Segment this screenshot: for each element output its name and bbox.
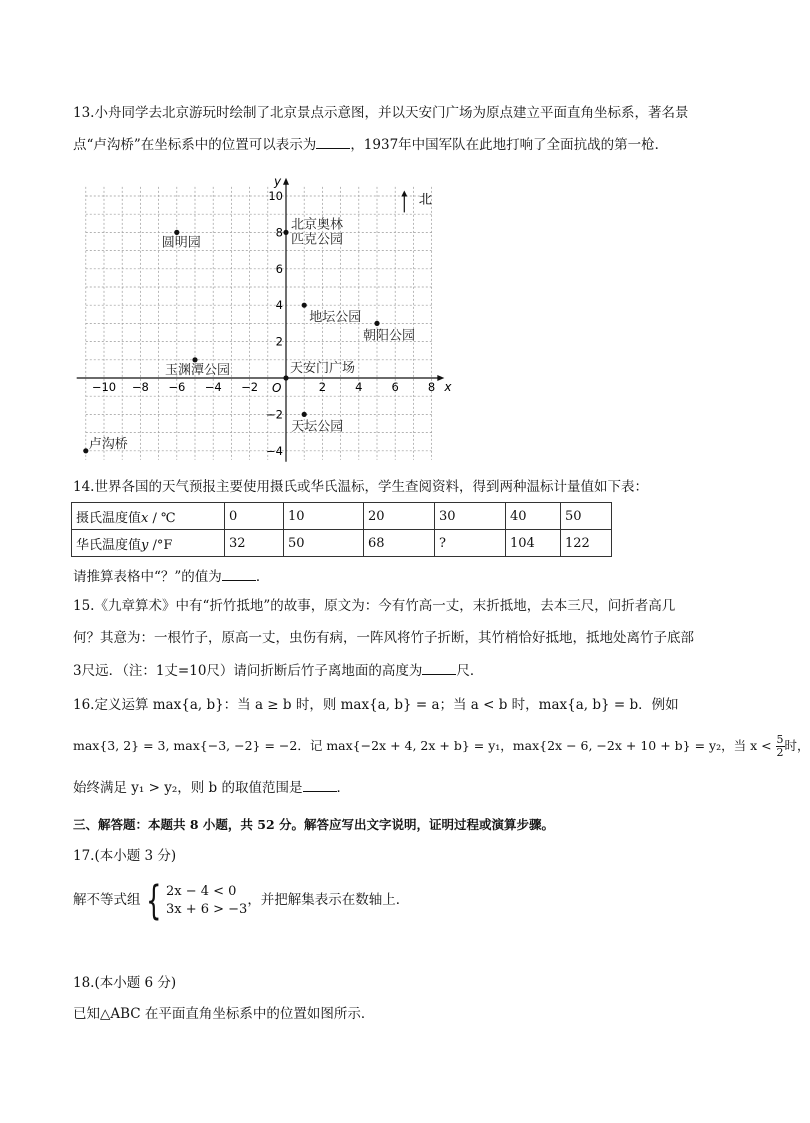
x-tick-label: 2 — [318, 380, 327, 394]
q14-ask-post: ． — [255, 569, 270, 585]
fraction-denominator: 2 — [776, 746, 784, 759]
fraction-five-halves — [776, 734, 785, 759]
row-header-label: 华氏温度值 — [76, 537, 142, 553]
table-cell: 32 — [225, 530, 284, 557]
y-tick-label: 2 — [275, 334, 283, 349]
inequality-1: 2x − 4 < 0 — [165, 883, 237, 899]
landmark-point — [302, 412, 307, 417]
landmark-label: 朝阳公园 — [363, 328, 416, 344]
q16-line-2 — [73, 734, 810, 759]
table-cell: 68 — [364, 530, 435, 557]
y-tick-label: −2 — [266, 407, 283, 422]
landmark-point — [174, 230, 179, 235]
row-header-var: x — [141, 510, 149, 526]
map-grid — [86, 187, 432, 460]
landmark-label: 玉渊潭公园 — [165, 362, 231, 378]
row-header-var: y — [141, 537, 149, 553]
inequality-2: 3x + 6 > −3 — [165, 901, 248, 917]
x-tick-label: −4 — [204, 380, 222, 394]
y-tick-label: 6 — [275, 261, 283, 276]
q15-line-3-post: 尺． — [456, 663, 484, 679]
y-tick-label: 8 — [275, 225, 283, 240]
north-arrow-icon — [401, 191, 407, 197]
q14-ask — [73, 566, 269, 587]
landmark-point — [83, 448, 88, 453]
landmark-point — [283, 230, 288, 235]
table-cell: 122 — [561, 530, 612, 557]
y-tick-label: 10 — [268, 189, 283, 203]
answer-blank — [316, 134, 350, 149]
q15-line-3 — [73, 660, 483, 681]
table-row — [72, 530, 612, 557]
landmark-label: 圆明园 — [161, 235, 201, 251]
q17-post: ，并把解集表示在数轴上． — [247, 892, 410, 908]
table-cell: 0 — [225, 503, 284, 530]
x-tick-label: 8 — [427, 380, 436, 394]
answer-blank — [422, 660, 456, 675]
table-cell: ? — [435, 530, 506, 557]
fraction-numerator: 5 — [776, 733, 784, 746]
q17-body — [73, 877, 410, 924]
table-cell: 50 — [284, 530, 364, 557]
answer-blank — [222, 566, 256, 581]
north-label: 北 — [418, 192, 432, 208]
q16-line-3-pre: 始终满足 y₁ > y₂，则 b 的取值范围是 — [73, 780, 303, 796]
x-tick-label: −10 — [91, 380, 117, 394]
landmark-point — [302, 303, 307, 308]
table-cell: 40 — [506, 503, 561, 530]
map-axes — [77, 174, 453, 461]
landmark-label: 北京奥林 — [291, 217, 344, 233]
landmark-point — [374, 321, 379, 326]
section-3-heading: 三、解答题：本题共 8 小题，共 52 分。解答应写出文字说明，证明过程或演算步骤。 — [73, 817, 555, 832]
x-tick-label: −8 — [131, 380, 149, 394]
landmark-label: 天坛公园 — [291, 419, 344, 435]
row-header — [72, 503, 225, 530]
inequality-system — [166, 883, 247, 919]
q15-line-2: 何？其意为：一根竹子，原高一丈，虫伤有病，一阵风将竹子折断，其竹梢恰好抵地，抵地处离竹子底部 — [73, 630, 694, 646]
x-tick-label: −2 — [241, 380, 259, 394]
q16-line-3-post: ． — [336, 780, 350, 796]
q16-line-3 — [73, 777, 350, 798]
row-header-unit: / ℃ — [148, 510, 176, 526]
table-cell: 30 — [435, 503, 506, 530]
landmark-label: 卢沟桥 — [88, 436, 128, 452]
landmark-point — [283, 375, 288, 380]
x-tick-label: −6 — [168, 380, 186, 394]
row-header — [72, 530, 225, 557]
table-row — [72, 503, 612, 530]
temperature-table — [71, 502, 612, 557]
q16-line-1: 16.定义运算 max{a, b}：当 a ≥ b 时，则 max{a, b} = a；当 a < b 时，max{a, b} = b．例如 — [73, 697, 679, 713]
map-landmarks — [83, 216, 415, 453]
landmark-label: 地坛公园 — [309, 310, 362, 326]
landmark-label: 天安门广场 — [290, 361, 356, 376]
y-axis-arrow — [283, 178, 289, 185]
q13-line-2-pre: 点“卢沟桥”在坐标系中的位置可以表示为 — [73, 137, 317, 153]
landmark-point — [192, 357, 197, 362]
q13-line-2 — [73, 134, 668, 155]
x-axis-arrow — [437, 375, 444, 381]
q14-ask-pre: 请推算表格中“？”的值为 — [73, 569, 222, 585]
x-tick-label: 4 — [355, 380, 363, 394]
row-header-label: 摄氏温度值 — [76, 510, 142, 526]
q16-line-2-post: 时， — [784, 738, 810, 753]
table-cell: 104 — [506, 530, 561, 557]
x-tick-label: 6 — [391, 380, 399, 394]
table-cell: 10 — [284, 503, 364, 530]
answer-blank — [303, 777, 337, 792]
q13-line-2-post: ，1937年中国军队在此地打响了全面抗战的第一枪． — [350, 137, 669, 153]
landmark-label: 匹克公园 — [291, 232, 344, 248]
q17-pre: 解不等式组 — [73, 892, 141, 908]
beijing-landmark-map — [73, 168, 453, 468]
q15-line-3-pre: 3尺远．（注：1丈=10尺）请问折断后竹子离地面的高度为 — [73, 663, 423, 679]
q15-line-1: 15.《九章算术》中有“折竹抵地”的故事，原文为：今有竹高一丈，末折抵地，去本三尺，问折者高几 — [73, 598, 676, 614]
row-header-unit: /°F — [148, 537, 173, 553]
q13-line-1: 13.小舟同学去北京游玩时绘制了北京景点示意图，并以天安门广场为原点建立平面直角坐标系，著名景 — [73, 105, 689, 121]
origin-label: O — [272, 381, 282, 395]
q17-heading: 17.(本小题 3 分) — [73, 848, 177, 864]
table-cell: 50 — [561, 503, 612, 530]
q16-line-2-pre: max{3, 2} = 3, max{−3, −2} = −2．记 max{−2x + 4, 2x + b} = y₁，max{2x − 6, −2x + 10 + b} = y₂，当 x < — [73, 738, 772, 753]
table-cell: 20 — [364, 503, 435, 530]
y-tick-label: −4 — [266, 443, 283, 458]
system-brace: { — [145, 877, 161, 924]
y-tick-label: 4 — [275, 298, 283, 313]
q18-heading: 18.(本小题 6 分) — [73, 975, 177, 991]
q14-text: 14.世界各国的天气预报主要使用摄氏或华氏温标，学生查阅资料，得到两种温标计量值如下表： — [73, 479, 648, 495]
y-axis-label: y — [274, 174, 282, 189]
q18-text: 已知△ABC 在平面直角坐标系中的位置如图所示． — [73, 1006, 375, 1022]
x-axis-label: x — [444, 380, 452, 394]
